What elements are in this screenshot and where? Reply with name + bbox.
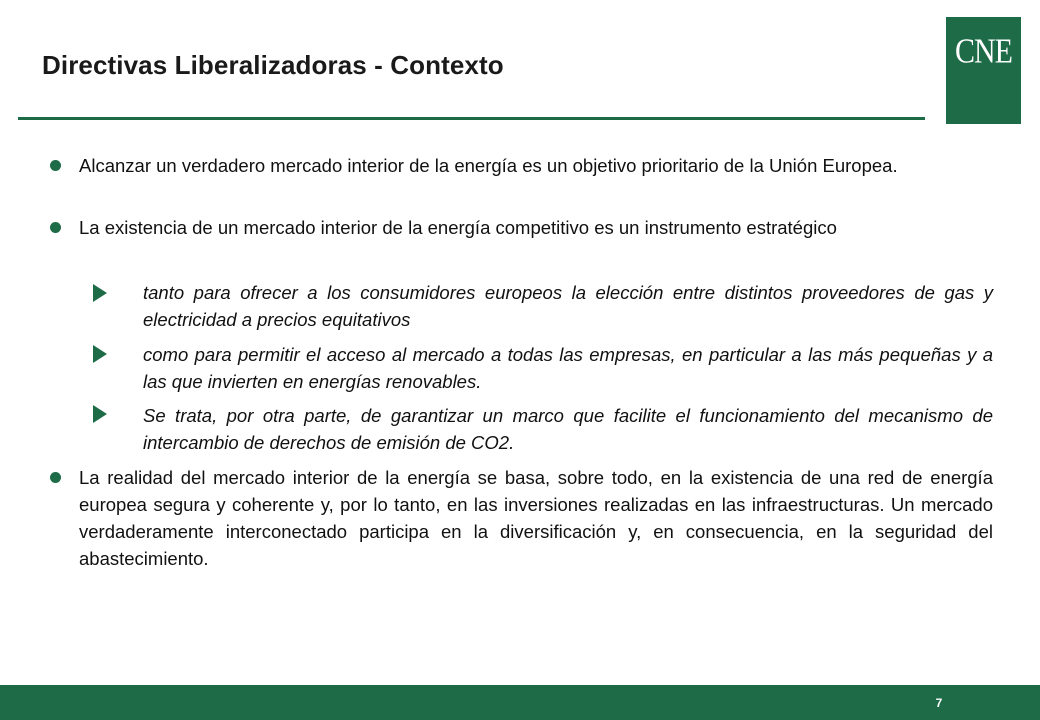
- sub-bullet-item-3: Se trata, por otra parte, de garantizar un marco que facilite el funcionamiento del mecanismo de intercambio de derechos de emisión de CO2.: [143, 405, 993, 453]
- bullet-dot-icon: [50, 222, 61, 233]
- cne-logo-text: CNE: [955, 32, 1012, 71]
- sub-bullet-item-2: como para permitir el acceso al mercado a todas las empresas, en particular a las más pequeñas y a las que invierten en energías renovables.: [143, 344, 993, 392]
- bullet-item-3: La realidad del mercado interior de la energía se basa, sobre todo, en la existencia de una red de energía europea segura y coherente y, por lo tanto, en las inversiones realizadas en las infraestructuras. Un mercado verdaderamente interconectado participa en la diversificación y, en consecuencia, en la seguridad del abastecimiento.: [79, 467, 993, 569]
- bullet-item-1: Alcanzar un verdadero mercado interior de la energía es un objetivo prioritario de la Unión Europea.: [79, 155, 898, 176]
- page-number: 7: [935, 696, 943, 710]
- sub-bullet-item-1: tanto para ofrecer a los consumidores europeos la elección entre distintos proveedores de gas y electricidad a precios equitativos: [143, 282, 993, 330]
- slide-title: Directivas Liberalizadoras - Contexto: [42, 50, 504, 80]
- bullet-dot-icon: [50, 160, 61, 171]
- arrow-bullet-icon: [93, 284, 107, 302]
- footer-bar: [0, 685, 1040, 720]
- arrow-bullet-icon: [93, 345, 107, 363]
- arrow-bullet-icon: [93, 405, 107, 423]
- bullet-item-2: La existencia de un mercado interior de la energía competitivo es un instrumento estratégico: [79, 217, 837, 238]
- bullet-dot-icon: [50, 472, 61, 483]
